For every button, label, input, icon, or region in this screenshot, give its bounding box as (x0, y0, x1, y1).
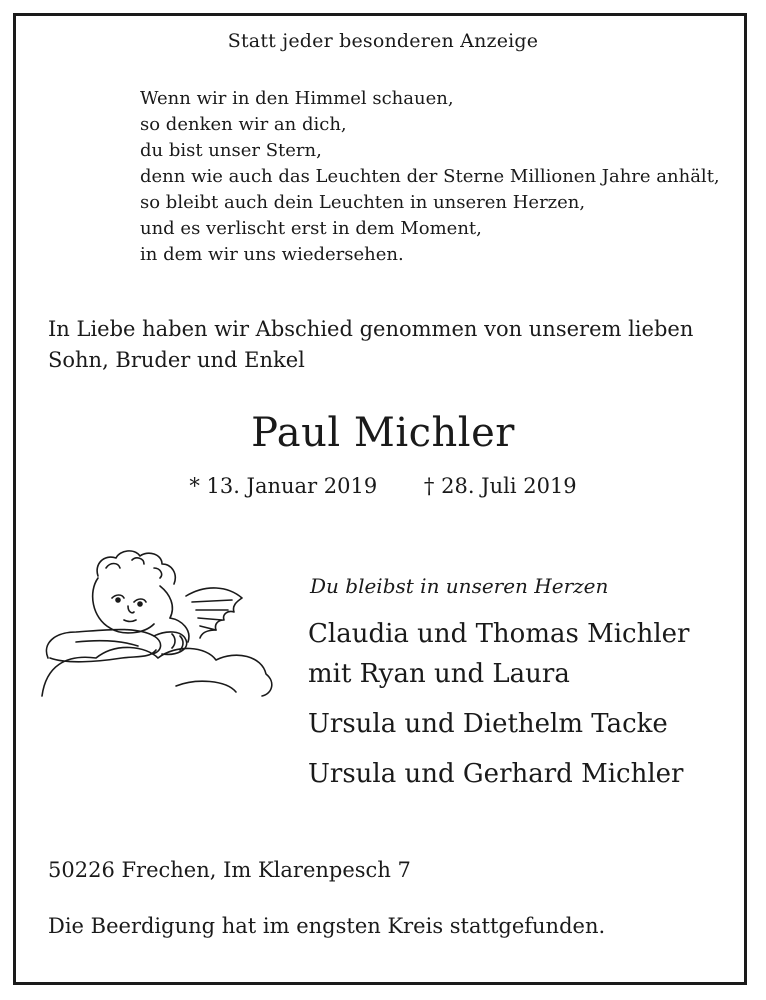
intro-text (48, 314, 720, 376)
address: 50226 Frechen, Im Klarenpesch 7 (48, 858, 411, 882)
funeral-note: Die Beerdigung hat im engsten Kreis stattgefunden. (48, 914, 606, 938)
poem-line: du bist unser Stern, (140, 140, 322, 161)
poem-line: Wenn wir in den Himmel schauen, (140, 88, 454, 109)
cherub-angel-icon (36, 546, 298, 702)
poem-line: so bleibt auch dein Leuchten in unseren Herzen, (140, 192, 586, 213)
mourner-line: Ursula und Gerhard Michler (308, 759, 684, 789)
mourner-line: Claudia und Thomas Michler (308, 619, 690, 649)
motto: Du bleibst in unseren Herzen (310, 574, 609, 598)
deceased-name: Paul Michler (251, 410, 515, 456)
notice-heading: Statt jeder besonderen Anzeige (227, 30, 539, 52)
life-dates (0, 474, 766, 498)
death-date: † 28. Juli 2019 (423, 474, 577, 498)
intro-line: Sohn, Bruder und Enkel (48, 348, 305, 372)
mourner-line: Ursula und Diethelm Tacke (308, 709, 668, 739)
poem-line: denn wie auch das Leuchten der Sterne Millionen Jahre anhält, (140, 166, 720, 187)
poem-line: und es verlischt erst in dem Moment, (140, 218, 482, 239)
poem-line: in dem wir uns wiedersehen. (140, 244, 404, 265)
mourner-line: mit Ryan und Laura (308, 659, 570, 689)
birth-date: * 13. Januar 2019 (189, 474, 378, 498)
poem-line: so denken wir an dich, (140, 114, 347, 135)
intro-line: In Liebe haben wir Abschied genommen von unserem lieben (48, 317, 694, 341)
mourners-group (308, 614, 689, 694)
poem (140, 86, 720, 268)
